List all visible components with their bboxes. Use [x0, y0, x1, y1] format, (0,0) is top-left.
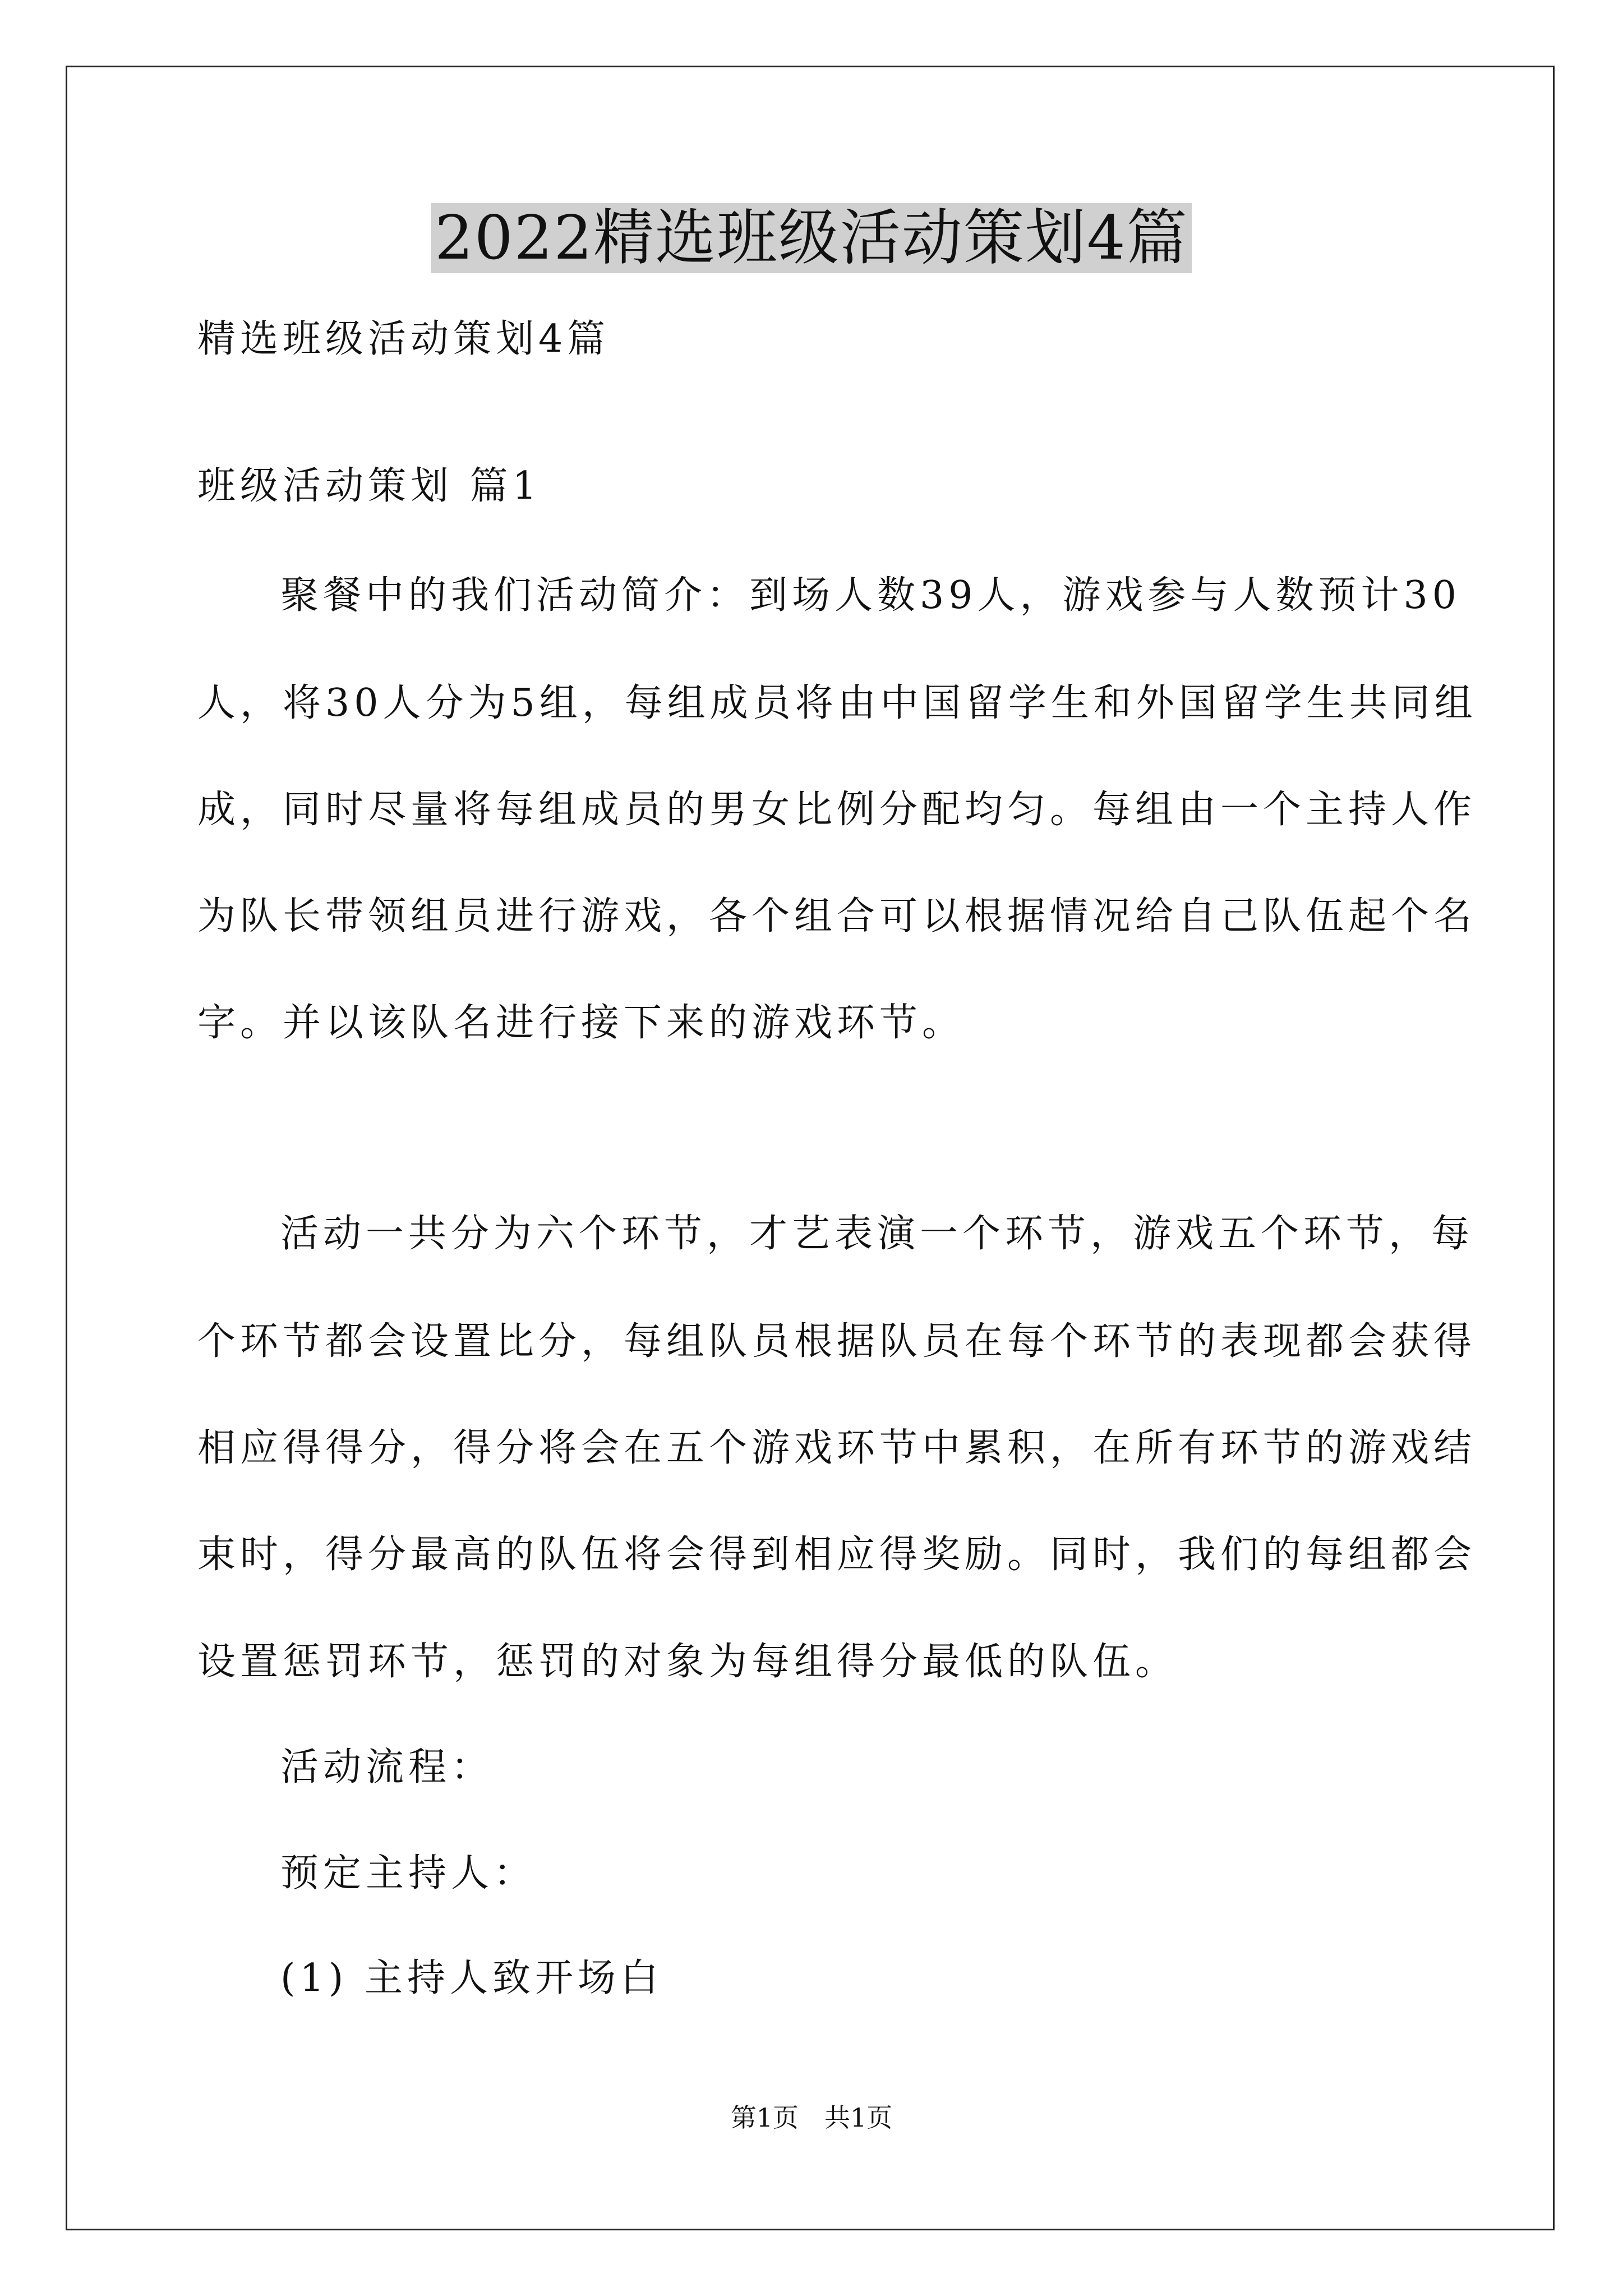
paragraph1-line: 聚餐中的我们活动简介：到场人数39人，游戏参与人数预计30	[280, 573, 1461, 618]
document-title	[0, 196, 1623, 280]
paragraph1-line: 成，同时尽量将每组成员的男女比例分配均匀。每组由一个主持人作	[197, 788, 1477, 832]
document-title-text: 2022精选班级活动策划4篇	[431, 203, 1192, 273]
paragraph1-line: 字。并以该队名进行接下来的游戏环节。	[197, 1001, 965, 1045]
subtitle: 精选班级活动策划4篇	[197, 317, 610, 361]
paragraph2-line: 个环节都会设置比分，每组队员根据队员在每个环节的表现都会获得	[197, 1319, 1477, 1364]
paragraph2-line: 活动一共分为六个环节，才艺表演一个环节，游戏五个环节，每	[280, 1212, 1474, 1256]
paragraph2-line: 设置惩罚环节，惩罚的对象为每组得分最低的队伍。	[197, 1640, 1178, 1684]
section-heading: 班级活动策划 篇1	[197, 464, 541, 508]
paragraph2-line: 相应得得分，得分将会在五个游戏环节中累积，在所有环节的游戏结	[197, 1426, 1477, 1470]
flow-heading: 活动流程：	[280, 1745, 494, 1789]
page-border	[66, 66, 1555, 2230]
paragraph2-line: 束时，得分最高的队伍将会得到相应得奖励。同时，我们的每组都会	[197, 1533, 1477, 1577]
host-heading: 预定主持人：	[280, 1851, 537, 1895]
page-footer: 第1页 共1页	[730, 2102, 893, 2133]
paragraph1-line: 为队长带领组员进行游戏，各个组合可以根据情况给自己队伍起个名	[197, 894, 1477, 938]
step-1: (1) 主持人致开场白	[280, 1956, 663, 2000]
paragraph1-line: 人，将30人分为5组，每组成员将由中国留学生和外国留学生共同组	[197, 681, 1477, 725]
